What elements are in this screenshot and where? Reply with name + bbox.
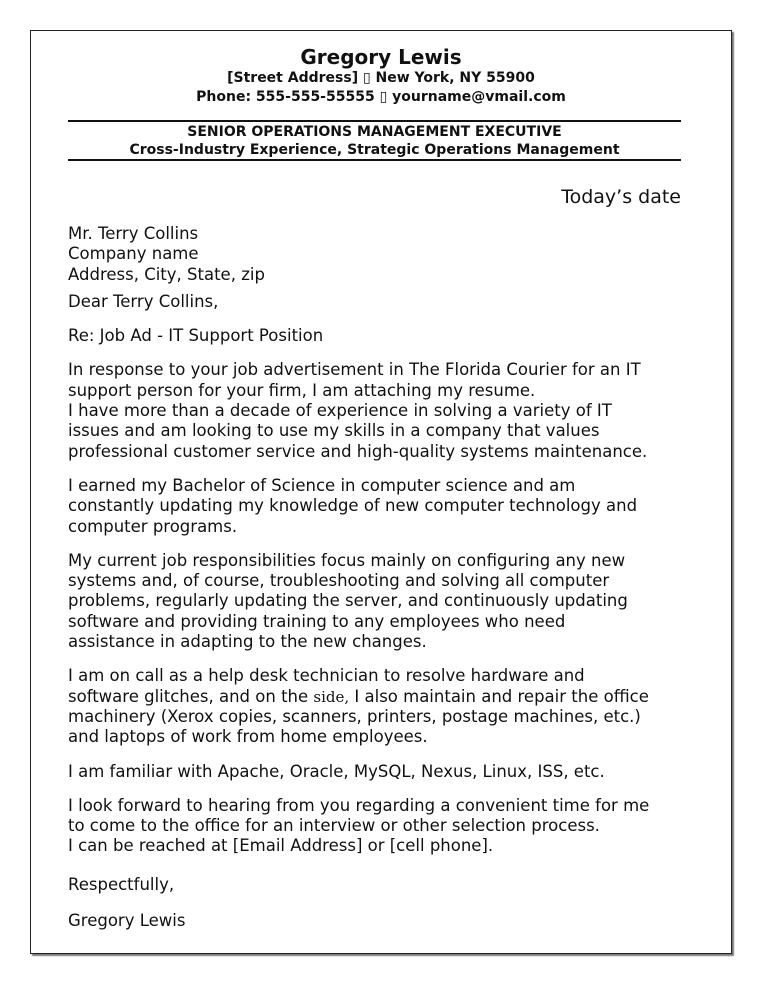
- letter-body: [68, 224, 693, 931]
- banner-title: SENIOR OPERATIONS MANAGEMENT EXECUTIVE: [187, 124, 562, 140]
- text-line: support person for your firm, I am attaching my resume.: [68, 380, 536, 400]
- text-line: I can be reached at [Email Address] or [cell phone].: [68, 836, 494, 856]
- letter-page: [30, 30, 732, 954]
- subject-line: Re: Job Ad - IT Support Position: [68, 326, 324, 346]
- text-line: assistance in adapting to the new changes.: [68, 632, 427, 652]
- text-line: My current job responsibilities focus mainly on configuring any new: [68, 550, 626, 570]
- text-line: and laptops of work from home employees.: [68, 727, 428, 747]
- text-line: I earned my Bachelor of Science in computer science and am: [68, 475, 576, 495]
- title-banner: [68, 123, 681, 159]
- text-line: to come to the office for an interview or other selection process.: [68, 816, 600, 836]
- recipient-name: Mr. Terry Collins: [68, 224, 199, 243]
- sender-contact: Phone: 555-555-55555 ▯ yourname@vmail.com: [196, 89, 566, 105]
- text-line: I have more than a decade of experience in solving a variety of IT: [68, 401, 612, 421]
- recipient-company: Company name: [68, 244, 199, 264]
- text-fragment: side,: [313, 687, 350, 706]
- text-line: problems, regularly updating the server, and continuously updating: [68, 591, 628, 611]
- text-line: issues and am looking to use my skills in a company that values: [68, 421, 600, 441]
- recipient-address: Address, City, State, zip: [68, 264, 265, 284]
- text-line: [68, 687, 693, 707]
- text-line: constantly updating my knowledge of new computer technology and: [68, 496, 638, 516]
- closing: Respectfully,: [68, 874, 175, 894]
- letter-date: Today’s date: [561, 186, 681, 208]
- letterhead: [31, 45, 731, 107]
- banner-subtitle: Cross-Industry Experience, Strategic Operations Management: [129, 142, 620, 158]
- text-line: I am familiar with Apache, Oracle, MySQL, Nexus, Linux, ISS, etc.: [68, 761, 605, 781]
- paragraph-1: [68, 360, 693, 461]
- bottom-divider: [68, 159, 681, 161]
- text-line: computer programs.: [68, 516, 238, 536]
- text-line: systems and, of course, troubleshooting and solving all computer: [68, 571, 610, 591]
- text-line: I look forward to hearing from you regarding a convenient time for me: [68, 795, 650, 815]
- paragraph-2: [68, 476, 693, 537]
- paragraph-3: [68, 551, 693, 652]
- text-line: software and providing training to any employees who need: [68, 611, 566, 631]
- text-line: In response to your job advertisement in The Florida Courier for an IT: [68, 360, 641, 380]
- sender-address: [Street Address] ▯ New York, NY 55900: [227, 70, 535, 86]
- text-line: professional customer service and high-quality systems maintenance.: [68, 441, 648, 461]
- text-fragment: I also maintain and repair the office: [349, 686, 649, 706]
- paragraph-4: [68, 666, 693, 747]
- sender-name: Gregory Lewis: [300, 45, 462, 69]
- paragraph-6: [68, 796, 693, 857]
- text-fragment: software glitches, and on the: [68, 686, 314, 706]
- top-divider: [68, 120, 681, 122]
- signature-name: Gregory Lewis: [68, 911, 186, 931]
- paragraph-5: [68, 762, 693, 782]
- salutation: Dear Terry Collins,: [68, 291, 219, 311]
- text-line: I am on call as a help desk technician to resolve hardware and: [68, 666, 585, 686]
- text-line: machinery (Xerox copies, scanners, printers, postage machines, etc.): [68, 706, 641, 726]
